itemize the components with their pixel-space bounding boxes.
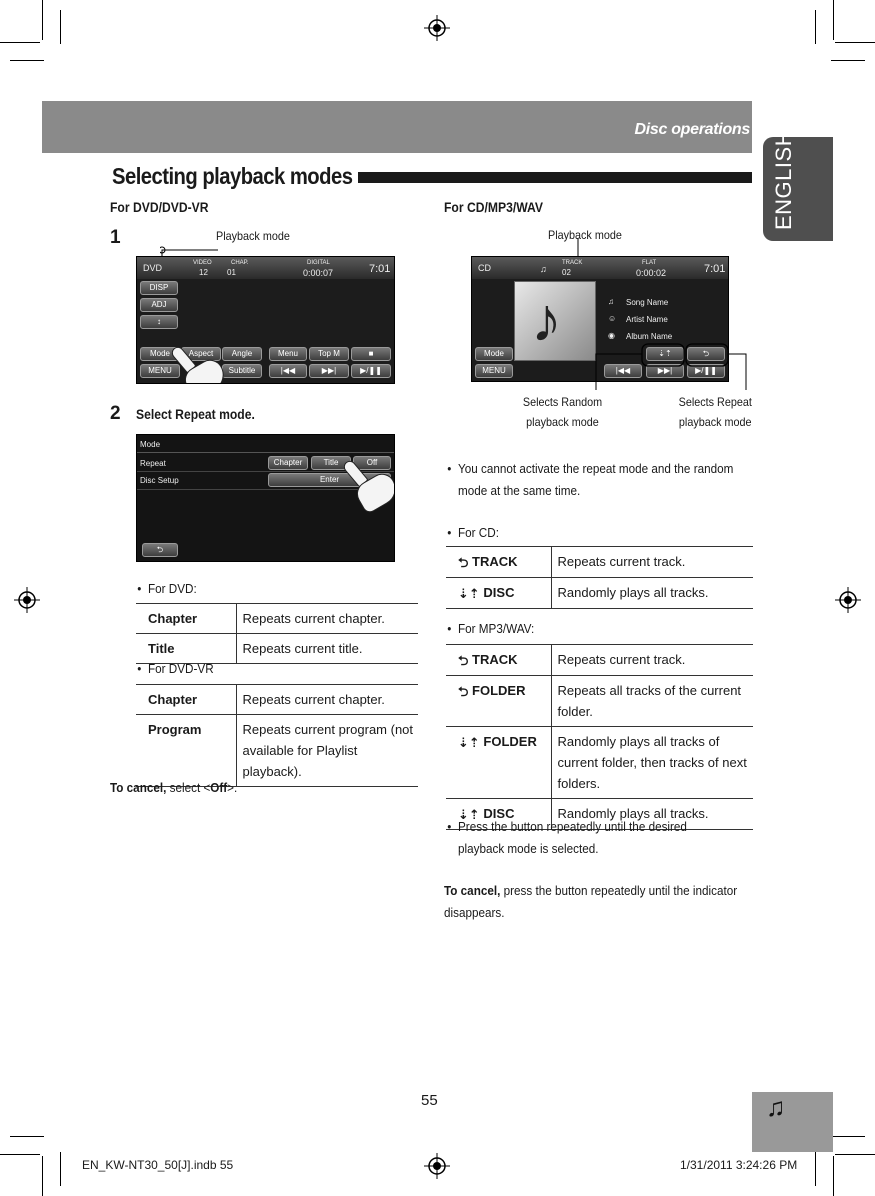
table-row <box>136 685 418 715</box>
elapsed-time: 0:00:02 <box>636 268 667 278</box>
off-button[interactable]: Off <box>353 456 391 470</box>
repeat-icon: ⮌ <box>458 684 469 700</box>
aspect-button[interactable]: Aspect <box>181 347 221 361</box>
table-key: TRACK <box>472 652 518 667</box>
stop-button[interactable]: ■ <box>351 347 391 361</box>
table-key: Title <box>136 634 236 664</box>
table-row <box>136 715 418 787</box>
section-label: Disc operations <box>634 121 750 138</box>
main-menu-button[interactable]: MENU <box>475 364 513 378</box>
mp3-bullet: • For MP3/WAV: <box>458 618 534 640</box>
chapter-number: 01 <box>227 268 236 277</box>
page-title: Selecting playback modes <box>112 163 353 189</box>
cd-bullet: • For CD: <box>458 522 499 544</box>
table-row <box>446 578 753 609</box>
prev-button[interactable]: |◀◀ <box>604 364 642 378</box>
album-icon: ◉ <box>608 331 615 340</box>
table-key: DISC <box>483 585 515 601</box>
clock: 7:01 <box>704 263 726 275</box>
table-value: Repeats current title. <box>236 634 418 664</box>
mode-button[interactable]: Mode <box>475 347 513 361</box>
digital-label: DIGITAL <box>307 260 330 266</box>
table-value: Repeats all tracks of the current folder. <box>551 676 753 727</box>
table-value: Repeats current track. <box>551 547 753 578</box>
video-label: VIDEO <box>193 260 212 266</box>
next-button[interactable]: ▶▶| <box>646 364 684 378</box>
move-button[interactable]: ↕ <box>140 315 178 329</box>
table-key: Chapter <box>136 604 236 634</box>
track-label: TRACK <box>562 260 583 266</box>
table-value: Repeats current chapter. <box>236 604 418 634</box>
menu-button[interactable]: Menu <box>269 347 307 361</box>
source-label: CD <box>478 263 491 273</box>
registration-mark-icon <box>14 587 40 613</box>
next-button[interactable]: ▶▶| <box>309 364 349 378</box>
cancel-end: >. <box>227 780 238 795</box>
mode-screen <box>136 434 395 562</box>
enter-button[interactable]: Enter <box>268 473 391 487</box>
language-label: ENGLISH <box>771 129 796 230</box>
step-2-number: 2 <box>110 403 121 424</box>
repeat-button[interactable]: ⮌ <box>687 347 725 361</box>
table-key: DISC <box>483 806 515 822</box>
main-menu-button[interactable]: MENU <box>140 364 180 378</box>
music-note-icon: ♪ <box>531 286 562 355</box>
step-2-text: Select Repeat mode. <box>136 407 255 422</box>
playback-mode-callout: Playback mode <box>216 229 290 243</box>
random-icon: ⇣⇡ <box>458 807 480 823</box>
cancel-label: To cancel, <box>110 780 167 795</box>
table-key: Program <box>136 715 236 787</box>
page-number: 55 <box>421 1092 438 1109</box>
mode-label: Mode <box>140 440 161 449</box>
repeat-callout: Selects Repeat playback mode <box>678 395 752 429</box>
repeat-label: Repeat <box>140 459 166 468</box>
note-exclusive: • You cannot activate the repeat mode and the random mode at the same time. <box>458 458 755 502</box>
dvd-heading: For DVD/DVD-VR <box>110 200 209 215</box>
artist-icon: ☺ <box>608 314 617 323</box>
registration-mark-icon <box>424 1153 450 1179</box>
table-row <box>136 604 418 634</box>
album-name: Album Name <box>626 332 673 341</box>
footer-file: EN_KW-NT30_50[J].indb 55 <box>82 1158 234 1172</box>
mode-button[interactable]: Mode <box>140 347 180 361</box>
table-value: Repeats current chapter. <box>236 685 418 715</box>
step-1-number: 1 <box>110 227 121 248</box>
table-value: Randomly plays all tracks of current folder, then tracks of next folders. <box>551 727 753 799</box>
prev-button[interactable]: |◀◀ <box>269 364 307 378</box>
angle-button[interactable]: Angle <box>222 347 262 361</box>
dvdvr-bullet: • For DVD-VR <box>148 658 214 680</box>
source-label: DVD <box>143 263 163 273</box>
cancel-text: press the button repeatedly until the indicator disappears. <box>444 883 738 920</box>
random-callout: Selects Random playback mode <box>522 395 603 429</box>
title-button[interactable]: Title <box>311 456 351 470</box>
repeat-icon: ⮌ <box>458 555 469 571</box>
flat-label: FLAT <box>642 260 657 266</box>
table-key: FOLDER <box>472 683 526 699</box>
album-art <box>514 281 596 361</box>
title-rule <box>358 172 752 183</box>
subtitle-button[interactable]: Subtitle <box>222 364 262 378</box>
adj-button[interactable]: ADJ <box>140 298 178 312</box>
random-button[interactable]: ⇣⇡ <box>646 347 684 361</box>
disc-setup-label: Disc Setup <box>140 476 179 485</box>
dvd-cancel-note <box>110 777 237 799</box>
music-tab <box>752 1092 833 1152</box>
dvdvr-table <box>136 684 418 787</box>
music-note-icon: ♫ <box>540 264 547 274</box>
chapter-button[interactable]: Chapter <box>268 456 308 470</box>
cancel-label: To cancel, <box>444 883 501 898</box>
registration-mark-icon <box>424 15 450 41</box>
table-row <box>446 645 753 676</box>
clock: 7:01 <box>369 263 391 275</box>
top-menu-button[interactable]: Top M <box>309 347 349 361</box>
random-icon: ⇣⇡ <box>458 586 480 602</box>
registration-mark-icon <box>835 587 861 613</box>
track-number: 02 <box>562 268 571 277</box>
dvd-table <box>136 603 418 664</box>
cancel-text: select < <box>169 780 211 795</box>
footer-timestamp: 1/31/2011 3:24:26 PM <box>680 1158 798 1172</box>
song-icon: ♫ <box>608 297 614 306</box>
music-notes-icon: ♫ <box>766 1092 786 1122</box>
song-name: Song Name <box>626 298 669 307</box>
table-value: Repeats current track. <box>551 645 753 676</box>
artist-name: Artist Name <box>626 315 668 324</box>
dvd-bullet: • For DVD: <box>148 578 197 600</box>
repeat-icon: ⮌ <box>458 653 469 669</box>
table-key: Chapter <box>136 685 236 715</box>
callout-lines <box>590 340 750 392</box>
title-number: 12 <box>199 268 208 277</box>
cd-heading: For CD/MP3/WAV <box>444 200 544 215</box>
table-row <box>446 547 753 578</box>
dvd-screen <box>136 256 395 384</box>
table-row <box>446 676 753 727</box>
mp3-table <box>446 644 753 830</box>
note-press-repeatedly: • Press the button repeatedly until the desired playback mode is selected. <box>458 816 719 860</box>
table-key: TRACK <box>472 554 518 569</box>
play-pause-button[interactable]: ▶/❚❚ <box>687 364 725 378</box>
table-value: Repeats current program (not available for Playlist playback). <box>236 715 418 787</box>
play-pause-button[interactable]: ▶/❚❚ <box>351 364 391 378</box>
table-value: Randomly plays all tracks. <box>551 799 753 830</box>
table-value: Randomly plays all tracks. <box>551 578 753 609</box>
playback-mode-callout: Playback mode <box>548 228 622 242</box>
back-button[interactable]: ⮌ <box>142 543 178 557</box>
random-icon: ⇣⇡ <box>458 735 480 751</box>
cancel-value: Off <box>210 780 228 795</box>
chapter-label: CHAP. <box>231 260 249 266</box>
disp-button[interactable]: DISP <box>140 281 178 295</box>
cd-table <box>446 546 753 609</box>
table-row <box>446 727 753 799</box>
table-key: FOLDER <box>483 734 537 750</box>
cd-cancel-note <box>444 880 741 924</box>
elapsed-time: 0:00:07 <box>303 268 334 278</box>
